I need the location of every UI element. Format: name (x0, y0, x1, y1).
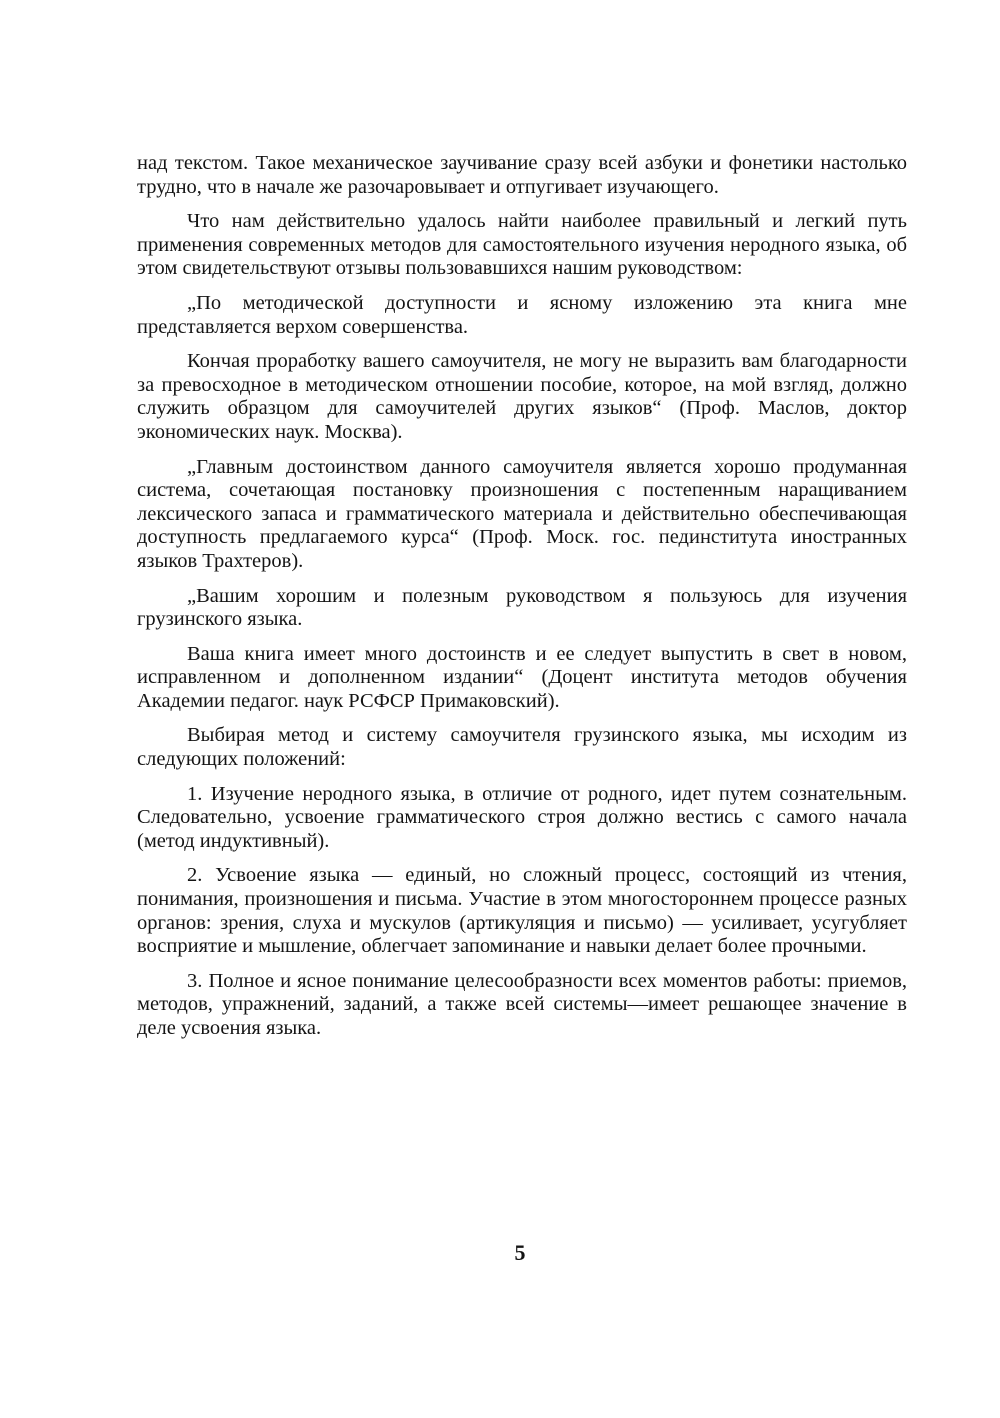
paragraph-method-choice: Выбирая метод и систему самоучителя грузинского языка, мы исходим из следующих положений: (137, 724, 907, 771)
page-number: 5 (514, 1240, 526, 1265)
paragraph-principle-1: 1. Изучение неродного языка, в отличие от родного, идет путем сознательным. Следовательно, усвоение грамматического строя должно вестись с самого начала (метод индуктивный). (137, 782, 907, 852)
paragraph-method-claim: Что нам действительно удалось найти наиболее правильный и легкий путь применения современных методов для самостоятельного изучения неродного языка, об этом свидетельствуют отзывы пользовавшихся нашим руководством: (137, 210, 907, 280)
paragraph-quote-georgian: „Вашим хорошим и полезным руководством я пользуюсь для изучения грузинского языка. (137, 584, 907, 631)
paragraph-quote-trakhterov: „Главным достоинством данного самоучителя является хорошо продуманная система, сочетающая постановку произношения с постепенным наращиванием лексического запаса и грамматического материала и действительно обеспечивающая доступность предлагаемого курса“ (Проф. Моск. гос. пединститута иностранных языков Трахтеров). (137, 455, 907, 572)
paragraph-quote-maslov: Кончая проработку вашего самоучителя, не могу не выразить вам благодарности за превосходное в методическом отношении пособие, которое, на мой взгляд, должно служить образцом для самоучителей других языков“ (Проф. Маслов, доктор экономических наук. Москва). (137, 350, 907, 443)
paragraph-principle-2: 2. Усвоение языка — единый, но сложный процесс, состоящий из чтения, понимания, произношения и письма. Участие в этом многостороннем процессе разных органов: зрения, слуха и мускулов (артикуляция и письмо) — усиливает, усугубляет восприятие и мышление, облегчает запоминание и навыки делает более прочными. (137, 864, 907, 958)
paragraph-principle-3: 3. Полное и ясное понимание целесообразности всех моментов работы: приемов, методов, упражнений, заданий, а также всей системы—имеет решающее значение в деле усвоения языка. (137, 969, 907, 1039)
body-text (137, 152, 907, 1052)
paragraph-quote-primakovsky: Ваша книга имеет много достоинств и ее следует выпустить в свет в новом, исправленном и дополненном издании“ (Доцент института методов обучения Академии педагог. наук РСФСР Примаковский). (137, 642, 907, 712)
paragraph-quote-accessibility: „По методической доступности и ясному изложению эта книга мне представляется верхом совершенства. (137, 291, 907, 338)
paragraph-continuation: над текстом. Такое механическое заучивание сразу всей азбуки и фонетики настолько трудно, что в начале же разочаровывает и отпугивает изучающего. (137, 152, 907, 198)
